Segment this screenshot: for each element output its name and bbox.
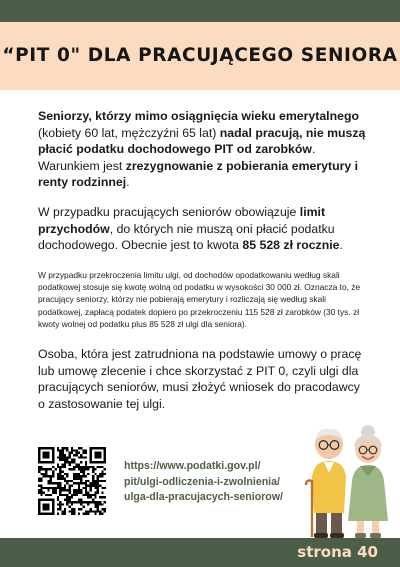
- paragraph-limit: [38, 204, 368, 254]
- link-line-2: pit/ulgi-odliczenia-i-zwolnienia/: [124, 475, 280, 488]
- paragraph-details: W przypadku przekroczenia limitu ulgi, od dochodów opodatkowaniu według skali podatkowej stosuje się kwotę wolną od podatku w wysokości 30 000 zł. Oznacza to, że pracujący seniorzy, którzy nie pobierają emerytury i rozliczają się według skali podatkowej, zapłacą podatek dopiero po przekroczeniu 115 528 zł zarobków (30 tys. zł kwoty wolnej od podatku plus 85 528 zł ulgi dla seniora).: [38, 270, 361, 329]
- p1-run-0: Seniorzy, którzy mimo osiągnięcia wieku emerytalnego: [38, 109, 359, 123]
- grandpa-figure: [306, 429, 346, 538]
- top-band: [0, 0, 400, 22]
- p2-run-4: .: [339, 238, 343, 253]
- p2-run-0: W przypadku pracujących seniorów obowiązuje: [38, 205, 300, 219]
- grandma-figure: [348, 425, 388, 538]
- p1-run-5: .: [126, 175, 130, 190]
- p2-run-1: limit przychodów: [38, 205, 326, 236]
- link-line-1: https://www.podatki.gov.pl/: [124, 460, 261, 472]
- p1-run-1: (kobiety 60 lat, mężczyźni 65 lat): [38, 125, 220, 140]
- p1-run-4: zrezygnowanie z pobierania emerytury i renty rodzinnej: [38, 158, 359, 190]
- website-link[interactable]: [124, 459, 324, 506]
- p2-run-2: , do których nie muszą oni płacić podatku dochodowego. Obecnie jest to kwota: [38, 221, 335, 253]
- page-number: strona 40: [297, 543, 378, 561]
- p1-run-2: nadal pracują, nie muszą płacić podatku dochodowego PIT od zarobków: [38, 125, 366, 157]
- p1-run-3: . Warunkiem jest: [38, 142, 316, 173]
- senior-couple-illustration: [304, 425, 394, 542]
- paragraph-intro: [38, 108, 368, 190]
- paragraph-application: Osoba, która jest zatrudniona na podstawie umowy o pracę lub umowę zlecenie i chce skorzystać z PIT 0, czyli ulgi dla pracujących seniorów, musi złożyć wniosek do pracodawcy o zastosowanie tej ulgi.: [38, 347, 362, 411]
- p2-run-3: 85 528 zł rocznie: [242, 238, 340, 253]
- main-content: [38, 108, 368, 412]
- page-title: “PIT 0" DLA PRACUJĄCEGO SENIORA: [2, 45, 398, 66]
- link-line-3: ulga-dla-pracujacych-seniorow/: [124, 491, 283, 503]
- qr-code-icon[interactable]: [38, 447, 106, 515]
